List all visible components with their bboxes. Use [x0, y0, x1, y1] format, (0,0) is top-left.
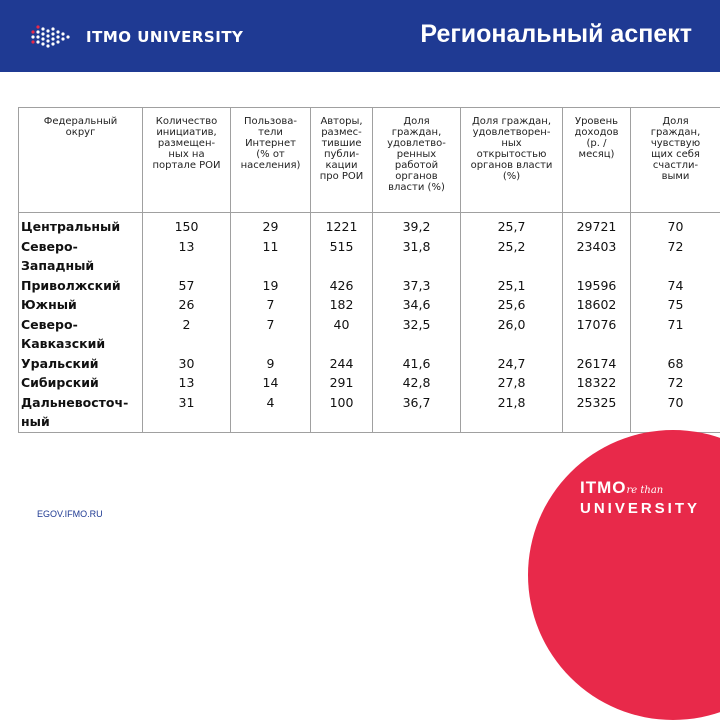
- district-name: Северо-: [21, 237, 142, 257]
- value-line: [231, 256, 310, 276]
- header-line: доходов: [563, 127, 630, 138]
- header-satisfied-openness: [461, 108, 563, 213]
- header-happy: [631, 108, 720, 213]
- header-line: кации: [311, 160, 372, 171]
- value-line: 57: [143, 276, 230, 296]
- district-name: Приволжский: [21, 276, 142, 296]
- value-line: 26174: [563, 354, 630, 374]
- value-line: 150: [143, 217, 230, 237]
- value-line: 182: [311, 295, 372, 315]
- value-line: [631, 334, 720, 354]
- header-line: населения): [231, 160, 310, 171]
- value-line: 17076: [563, 315, 630, 335]
- value-line: 68: [631, 354, 720, 374]
- value-line: 41,6: [373, 354, 460, 374]
- district-name: Дальневосточ-: [21, 393, 142, 413]
- table-row: [19, 213, 720, 433]
- value-line: 25325: [563, 393, 630, 413]
- footer-url[interactable]: EGOV.IFMO.RU: [37, 509, 103, 519]
- value-line: 29: [231, 217, 310, 237]
- initiatives-cell: [143, 213, 231, 433]
- logo-text: ITMO UNIVERSITY: [86, 28, 243, 46]
- district-name: Уральский: [21, 354, 142, 374]
- header-satisfied-work: [373, 108, 461, 213]
- value-line: 4: [231, 393, 310, 413]
- header-line: публи-: [311, 149, 372, 160]
- value-line: 25,7: [461, 217, 562, 237]
- value-line: 14: [231, 373, 310, 393]
- internet-users-cell: [231, 213, 311, 433]
- value-line: 100: [311, 393, 372, 413]
- value-line: 32,5: [373, 315, 460, 335]
- district-name: Северо-: [21, 315, 142, 335]
- header-line: размес-: [311, 127, 372, 138]
- header-line: чувствую: [631, 138, 720, 149]
- header-line: открытостью: [461, 149, 562, 160]
- satisfied-work-cell: [373, 213, 461, 433]
- value-line: 2: [143, 315, 230, 335]
- header-line: ных на: [143, 149, 230, 160]
- value-line: 1221: [311, 217, 372, 237]
- value-line: 24,7: [461, 354, 562, 374]
- itmo-logo[interactable]: [30, 24, 243, 50]
- value-line: 72: [631, 373, 720, 393]
- value-line: 21,8: [461, 393, 562, 413]
- value-line: 70: [631, 217, 720, 237]
- value-line: [373, 256, 460, 276]
- header-line: Доля граждан,: [461, 116, 562, 127]
- header-authors: [311, 108, 373, 213]
- logo-dots-icon: [30, 25, 78, 49]
- header-line: удовлетво-: [373, 138, 460, 149]
- header-line: тившие: [311, 138, 372, 149]
- value-line: 29721: [563, 217, 630, 237]
- value-line: 72: [631, 237, 720, 257]
- value-line: [373, 334, 460, 354]
- header-line: счастли-: [631, 160, 720, 171]
- value-line: 18602: [563, 295, 630, 315]
- value-line: [231, 334, 310, 354]
- district-name: Кавказский: [21, 334, 142, 354]
- brand-circle: [528, 430, 720, 720]
- header-line: портале РОИ: [143, 160, 230, 171]
- header-income: [563, 108, 631, 213]
- brand-logo: [580, 478, 700, 517]
- header-line: округ: [19, 127, 142, 138]
- value-line: [563, 256, 630, 276]
- district-name: Западный: [21, 256, 142, 276]
- regional-table: [18, 107, 720, 433]
- brand-it: IT: [580, 478, 597, 497]
- header-district: [19, 108, 143, 213]
- happy-cell: [631, 213, 720, 433]
- value-line: [311, 334, 372, 354]
- value-line: 40: [311, 315, 372, 335]
- header-bar: [0, 0, 720, 72]
- value-line: 244: [311, 354, 372, 374]
- value-line: 26: [143, 295, 230, 315]
- value-line: 42,8: [373, 373, 460, 393]
- value-line: 7: [231, 315, 310, 335]
- header-line: про РОИ: [311, 171, 372, 182]
- header-line: Доля: [373, 116, 460, 127]
- value-line: 71: [631, 315, 720, 335]
- header-line: ренных: [373, 149, 460, 160]
- value-line: [631, 256, 720, 276]
- header-line: Интернет: [231, 138, 310, 149]
- district-names-cell: [19, 213, 143, 433]
- income-cell: [563, 213, 631, 433]
- satisfied-openness-cell: [461, 213, 563, 433]
- value-line: 25,1: [461, 276, 562, 296]
- value-line: [461, 334, 562, 354]
- header-line: ных: [461, 138, 562, 149]
- header-line: органов власти: [461, 160, 562, 171]
- table-header-row: [19, 108, 720, 213]
- header-line: (р. /: [563, 138, 630, 149]
- value-line: 19: [231, 276, 310, 296]
- header-internet-users: [231, 108, 311, 213]
- value-line: 13: [143, 237, 230, 257]
- header-line: щих себя: [631, 149, 720, 160]
- header-line: Авторы,: [311, 116, 372, 127]
- value-line: [461, 256, 562, 276]
- value-line: 36,7: [373, 393, 460, 413]
- value-line: [311, 256, 372, 276]
- header-line: Уровень: [563, 116, 630, 127]
- header-initiatives: [143, 108, 231, 213]
- value-line: 291: [311, 373, 372, 393]
- value-line: 31,8: [373, 237, 460, 257]
- value-line: 13: [143, 373, 230, 393]
- district-name: Южный: [21, 295, 142, 315]
- header-line: Количество: [143, 116, 230, 127]
- value-line: 9: [231, 354, 310, 374]
- header-line: Федеральный: [19, 116, 142, 127]
- header-line: инициатив,: [143, 127, 230, 138]
- value-line: 74: [631, 276, 720, 296]
- header-line: власти (%): [373, 182, 460, 193]
- header-line: органов: [373, 171, 460, 182]
- brand-script: re than: [627, 485, 664, 496]
- value-line: 26,0: [461, 315, 562, 335]
- header-line: Пользова-: [231, 116, 310, 127]
- authors-cell: [311, 213, 373, 433]
- value-line: 11: [231, 237, 310, 257]
- header-line: тели: [231, 127, 310, 138]
- value-line: 30: [143, 354, 230, 374]
- header-line: Доля: [631, 116, 720, 127]
- value-line: 515: [311, 237, 372, 257]
- value-line: 23403: [563, 237, 630, 257]
- header-line: граждан,: [631, 127, 720, 138]
- district-name: Центральный: [21, 217, 142, 237]
- value-line: 25,6: [461, 295, 562, 315]
- value-line: 25,2: [461, 237, 562, 257]
- header-line: (% от: [231, 149, 310, 160]
- value-line: [563, 334, 630, 354]
- value-line: [143, 256, 230, 276]
- header-line: выми: [631, 171, 720, 182]
- header-line: граждан,: [373, 127, 460, 138]
- value-line: 34,6: [373, 295, 460, 315]
- value-line: 75: [631, 295, 720, 315]
- header-line: работой: [373, 160, 460, 171]
- header-line: (%): [461, 171, 562, 182]
- value-line: 37,3: [373, 276, 460, 296]
- value-line: 18322: [563, 373, 630, 393]
- header-line: размещен-: [143, 138, 230, 149]
- value-line: 39,2: [373, 217, 460, 237]
- value-line: 426: [311, 276, 372, 296]
- header-line: удовлетворен-: [461, 127, 562, 138]
- slide-title: Региональный аспект: [420, 20, 692, 49]
- value-line: 27,8: [461, 373, 562, 393]
- district-name: ный: [21, 412, 142, 432]
- value-line: 31: [143, 393, 230, 413]
- value-line: [143, 334, 230, 354]
- value-line: 19596: [563, 276, 630, 296]
- header-line: месяц): [563, 149, 630, 160]
- brand-university: UNIVERSITY: [580, 500, 700, 517]
- district-name: Сибирский: [21, 373, 142, 393]
- value-line: 70: [631, 393, 720, 413]
- brand-mo: MO: [597, 478, 626, 497]
- value-line: 7: [231, 295, 310, 315]
